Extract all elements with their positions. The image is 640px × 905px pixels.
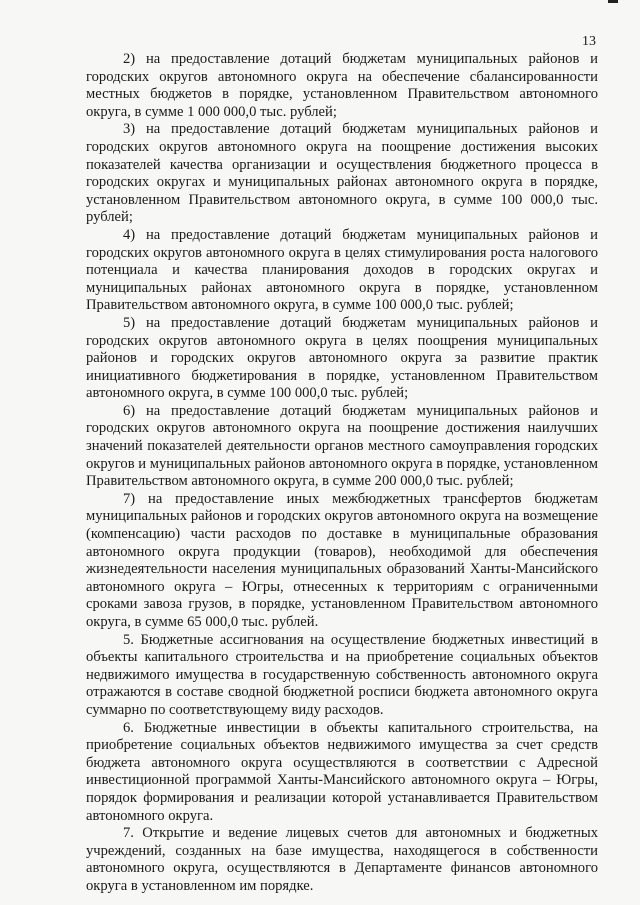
paragraph-section-6: 6. Бюджетные инвестиции в объекты капитального строительства, на приобретение социальных объектов недвижимого имущества за счет средств бюджета автономного округа осуществляются в соответствии с Адресной инвестиционной программой Ханты-Мансийского автономного округа – Югры, порядок формирования и реализации которой устанавливается Правительством автономного округа.	[86, 719, 598, 824]
paragraph-item-4: 4) на предоставление дотаций бюджетам муниципальных районов и городских округов автономного округа в целях стимулирования роста налогового потенциала и качества планирования доходов в городских округах и муниципальных районах автономного округа в порядке, установленном Правительством автономного округа, в сумме 100 000,0 тыс. рублей;	[86, 226, 598, 314]
paragraph-item-5: 5) на предоставление дотаций бюджетам муниципальных районов и городских округов автономного округа в целях поощрения муниципальных районов и городских округов автономного округа за развитие практик инициативного бюджетирования в порядке, установленном Правительством автономного округа, в сумме 100 000,0 тыс. рублей;	[86, 314, 598, 402]
paragraph-item-2: 2) на предоставление дотаций бюджетам муниципальных районов и городских округов автономного округа на обеспечение сбалансированности местных бюджетов в порядке, установленном Правительством автономного округа, в сумме 1 000 000,0 тыс. рублей;	[86, 51, 598, 120]
paragraph-item-3: 3) на предоставление дотаций бюджетам муниципальных районов и городских округов автономного округа на поощрение достижения высоких показателей качества организации и осуществления бюджетного процесса в городских округах и муниципальных районах автономного округа в порядке, установленном Правительством автономного округа, в сумме 100 000,0 тыс. рублей;	[86, 121, 598, 226]
paragraph-item-7: 7) на предоставление иных межбюджетных трансфертов бюджетам муниципальных районов и городских округов автономного округа на возмещение (компенсацию) части расходов по доставке в муниципальные образования автономного округа продукции (товаров), необходимой для обеспечения жизнедеятельности населения муниципальных образований Ханты-Мансийского автономного округа – Югры, отнесенных к территориям с ограниченными сроками завоза грузов, в порядке, установленном Правительством автономного округа, в сумме 65 000,0 тыс. рублей.	[86, 490, 598, 630]
page-number: 13	[582, 34, 596, 49]
document-body	[86, 51, 598, 896]
scan-corner-mark	[608, 0, 618, 3]
paragraph-section-5: 5. Бюджетные ассигнования на осуществление бюджетных инвестиций в объекты капитального строительства и на приобретение социальных объектов недвижимого имущества в государственную собственность автономного округа отражаются в составе сводной бюджетной росписи бюджета автономного округа суммарно по соответствующему виду расходов.	[86, 631, 598, 718]
paragraph-section-7: 7. Открытие и ведение лицевых счетов для автономных и бюджетных учреждений, созданных на базе имущества, находящегося в собственности автономного округа, осуществляются в Департаменте финансов автономного округа в установленном им порядке.	[86, 825, 598, 894]
paragraph-item-6: 6) на предоставление дотаций бюджетам муниципальных районов и городских округов автономного округа на поощрение достижения наилучших значений показателей деятельности органов местного самоуправления городских округов и муниципальных районов автономного округа в порядке, установленном Правительством автономного округа, в сумме 200 000,0 тыс. рублей;	[86, 402, 598, 490]
